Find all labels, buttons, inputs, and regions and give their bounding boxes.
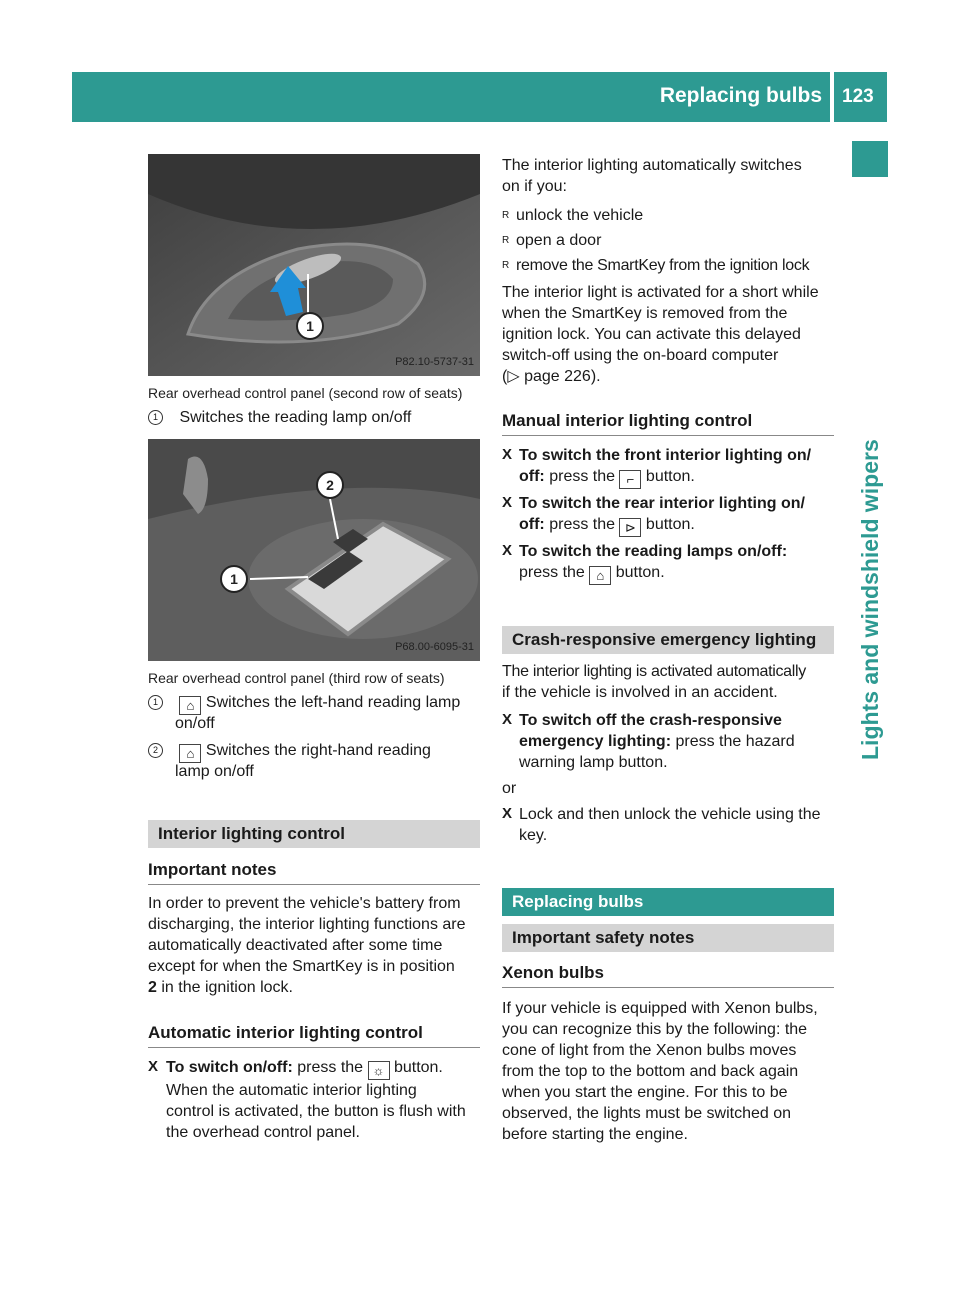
- text-line: except for when the SmartKey is in position: [148, 958, 455, 975]
- step-rest: press the hazard: [671, 733, 795, 750]
- subhead-important-notes: Important notes: [148, 860, 480, 885]
- text-line: The interior lighting is activated automatically: [502, 663, 806, 680]
- photo-code: P82.10-5737-31: [395, 356, 474, 368]
- step-bold: off:: [519, 516, 545, 533]
- bullet: R: [502, 235, 510, 246]
- step-end: button.: [611, 564, 665, 581]
- crash-text: [502, 661, 837, 703]
- position-number: 2: [148, 979, 157, 996]
- auto-button-icon: ☼: [368, 1061, 390, 1080]
- bullet: R: [502, 210, 510, 221]
- callout-2: 2: [326, 477, 334, 493]
- item-reading-lamp: [148, 407, 411, 428]
- reading-lamp-icon: ⌂: [179, 696, 201, 715]
- list-item: [502, 205, 837, 226]
- step-rest: press the: [519, 564, 590, 581]
- important-notes-text: [148, 893, 483, 998]
- section-replacing-bulbs: Replacing bulbs: [502, 888, 834, 916]
- text-line: The interior light is activated for a short while: [502, 284, 819, 301]
- text-line: When the automatic interior lighting: [166, 1082, 417, 1099]
- item-right-reading-lamp: [148, 740, 431, 763]
- manual-step-reading: [519, 541, 837, 585]
- text-tail: in the ignition lock.: [156, 979, 293, 996]
- page-number: 123: [842, 86, 874, 107]
- text-line: when the SmartKey is removed from the: [502, 305, 788, 322]
- callout-number-1: 1: [148, 410, 163, 425]
- step-bold: To switch on/off:: [166, 1059, 293, 1076]
- step-bold: To switch off the crash-responsive: [519, 712, 782, 729]
- section-crash-responsive: Crash-responsive emergency lighting: [502, 626, 834, 654]
- text-line: In order to prevent the vehicle's battery from: [148, 895, 461, 912]
- callout-1: 1: [306, 318, 314, 334]
- step-end: button.: [641, 468, 695, 485]
- section-safety-notes: Important safety notes: [502, 924, 834, 952]
- text-line: [519, 562, 837, 585]
- step-end: button.: [641, 516, 695, 533]
- subhead-manual: Manual interior lighting control: [502, 411, 834, 436]
- photo-third-row-drawing: [148, 439, 480, 661]
- intro-text: [502, 155, 837, 197]
- item-right-reading-lamp-cont: lamp on/off: [175, 763, 254, 780]
- step-marker: X: [502, 494, 513, 511]
- list-item-text: open a door: [516, 232, 602, 249]
- auto-step: [166, 1057, 484, 1143]
- text-line: discharging, the interior lighting functions are: [148, 916, 466, 933]
- item-left-reading-lamp-text: Switches the left-hand reading lamp: [205, 694, 461, 711]
- text-line: the overhead control panel.: [166, 1124, 360, 1141]
- photo-second-row-drawing: [148, 154, 480, 376]
- text-line: The interior lighting automatically switches: [502, 157, 802, 174]
- text-line: [519, 731, 837, 752]
- text-line: automatically deactivated after some time: [148, 937, 443, 954]
- step-rest: press the: [544, 468, 620, 485]
- text-line: [519, 466, 837, 489]
- step-bold: To switch the rear interior lighting on/: [519, 495, 805, 512]
- page-reference[interactable]: (▷ page 226).: [502, 368, 601, 385]
- step-marker: X: [148, 1058, 159, 1075]
- text-line: observed, the lights must be switched on: [502, 1105, 792, 1122]
- text-line: Lock and then unlock the vehicle using the: [519, 806, 821, 823]
- chapter-tab: [852, 141, 888, 177]
- text-line: key.: [519, 827, 548, 844]
- front-light-icon: ⌐: [619, 470, 641, 489]
- page-header-title: Replacing bulbs: [659, 84, 822, 107]
- text-line: If your vehicle is equipped with Xenon bulbs,: [502, 1000, 818, 1017]
- subhead-xenon: Xenon bulbs: [502, 963, 834, 988]
- step-rest: press the: [292, 1059, 368, 1076]
- text-line: ignition lock. You can activate this delayed: [502, 326, 801, 343]
- step-marker: X: [502, 711, 513, 728]
- text-line: when you start the engine. For this to be: [502, 1084, 788, 1101]
- item-right-reading-lamp-text: Switches the right-hand reading: [205, 742, 431, 759]
- step-bold: To switch the reading lamps on/off:: [519, 543, 788, 560]
- callout-number-1: 1: [148, 695, 163, 710]
- crash-step: [519, 710, 837, 773]
- caption-third-row: Rear overhead control panel (third row of seats): [148, 670, 445, 686]
- text-line: [166, 1057, 484, 1080]
- lock-step: [519, 804, 837, 846]
- item-left-reading-lamp: [148, 692, 483, 715]
- or-text: or: [502, 780, 517, 797]
- step-rest: press the: [544, 516, 620, 533]
- step-marker: X: [502, 446, 513, 463]
- item-reading-lamp-text: Switches the reading lamp on/off: [179, 409, 412, 426]
- step-marker: X: [502, 805, 513, 822]
- text-line: [519, 514, 837, 537]
- header-divider: [830, 72, 834, 122]
- text-line: [148, 977, 483, 998]
- photo-code: P68.00-6095-31: [395, 641, 474, 653]
- text-line: before starting the engine.: [502, 1126, 688, 1143]
- item-left-reading-lamp-cont: on/off: [175, 715, 215, 732]
- callout-1: 1: [230, 571, 238, 587]
- caption-second-row: Rear overhead control panel (second row of seats): [148, 385, 463, 401]
- step-marker: X: [502, 542, 513, 559]
- reading-lamp-icon: ⌂: [179, 744, 201, 763]
- bullet: R: [502, 260, 510, 271]
- text-line: from the top to the bottom and back again: [502, 1063, 799, 1080]
- delayed-switchoff-text: [502, 282, 837, 387]
- list-item-text: remove the SmartKey from the ignition lock: [516, 257, 810, 274]
- xenon-text: [502, 998, 837, 1145]
- conditions-list: [502, 205, 837, 276]
- subhead-automatic: Automatic interior lighting control: [148, 1023, 480, 1048]
- chapter-side-label: Lights and windshield wipers: [857, 439, 883, 760]
- step-end: button.: [389, 1059, 443, 1076]
- text-line: warning lamp button.: [519, 754, 668, 771]
- manual-step-front: [519, 445, 837, 489]
- text-line: you can recognize this by the following: the: [502, 1021, 808, 1038]
- overhead-panel-photo-third-row: [148, 439, 480, 661]
- callout-number-2: 2: [148, 743, 163, 758]
- text-line: on if you:: [502, 178, 567, 195]
- text-line: cone of light from the Xenon bulbs moves: [502, 1042, 797, 1059]
- list-item: [502, 230, 837, 251]
- rear-light-icon: ⊳: [619, 518, 641, 537]
- text-line: if the vehicle is involved in an accident.: [502, 684, 778, 701]
- step-bold: off:: [519, 468, 545, 485]
- manual-step-rear: [519, 493, 837, 537]
- step-bold: emergency lighting:: [519, 733, 672, 750]
- list-item: [502, 255, 837, 276]
- text-line: switch-off using the on-board computer: [502, 347, 779, 364]
- overhead-panel-photo-second-row: [148, 154, 480, 376]
- step-bold: To switch the front interior lighting on/: [519, 447, 812, 464]
- section-interior-lighting: Interior lighting control: [148, 820, 480, 848]
- list-item-text: unlock the vehicle: [516, 207, 644, 224]
- text-line: control is activated, the button is flush with: [166, 1103, 466, 1120]
- reading-lamp-icon: ⌂: [589, 566, 611, 585]
